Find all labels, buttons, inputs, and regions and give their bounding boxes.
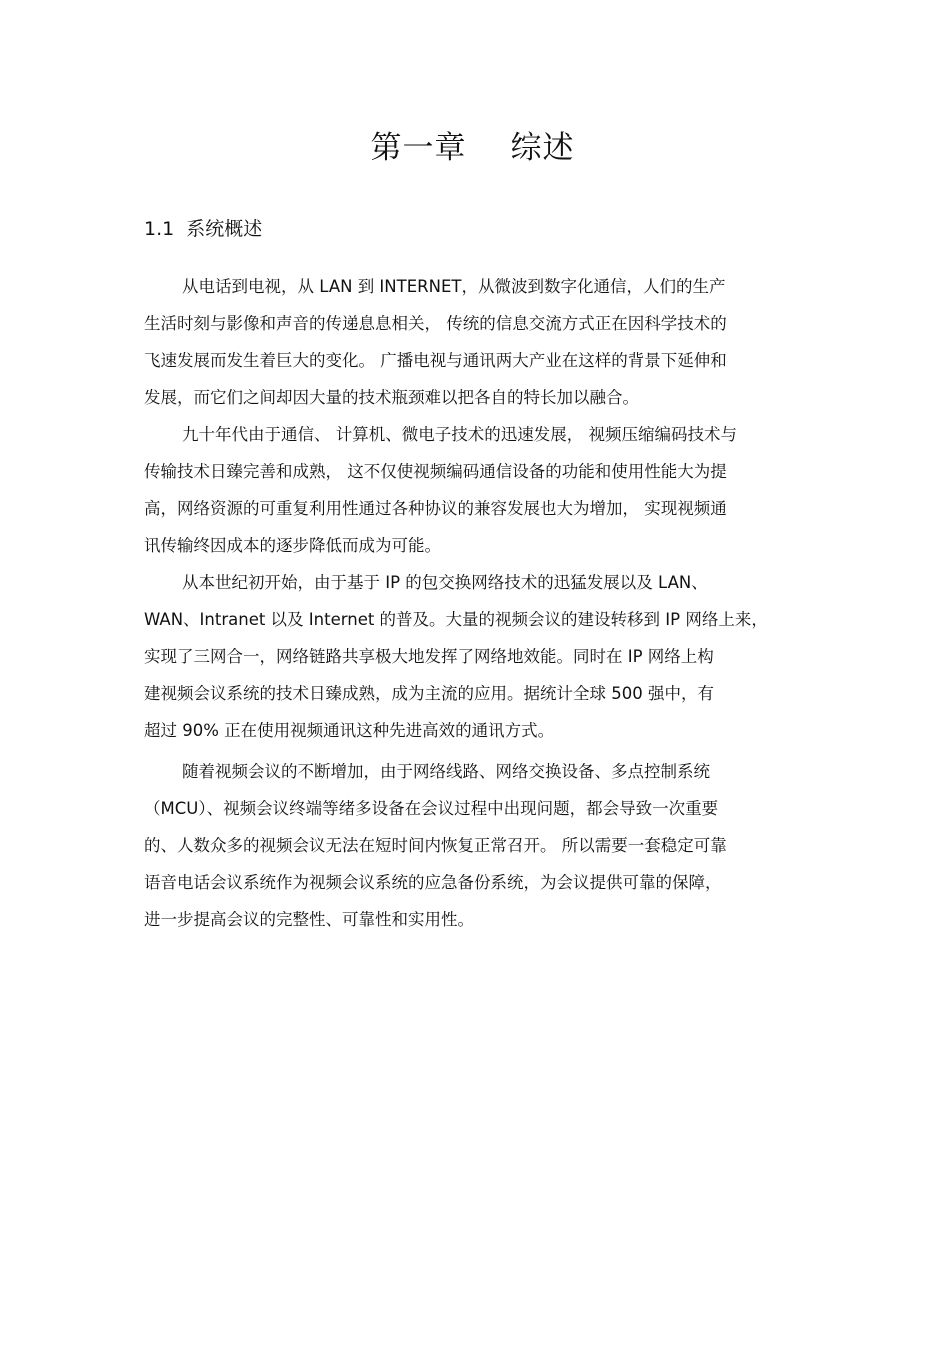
paragraph bbox=[144, 753, 806, 938]
paragraph bbox=[144, 564, 806, 749]
paragraph-line: 高，网络资源的可重复利用性通过各种协议的兼容发展也大为增加， 实现视频通 bbox=[144, 499, 727, 518]
paragraph-line: 九十年代由于通信、 计算机、微电子技术的迅速发展， 视频压缩编码技术与 bbox=[182, 425, 737, 444]
paragraph bbox=[144, 268, 806, 416]
body-text bbox=[144, 268, 806, 938]
section-heading bbox=[144, 214, 262, 244]
section-number: 1.1 bbox=[144, 218, 175, 240]
paragraph-line: 实现了三网合一，网络链路共享极大地发挥了网络地效能。同时在 IP 网络上构 bbox=[144, 647, 714, 666]
paragraph-line: 建视频会议系统的技术日臻成熟，成为主流的应用。据统计全球 500 强中，有 bbox=[144, 684, 714, 703]
paragraph-line: 生活时刻与影像和声音的传递息息相关， 传统的信息交流方式正在因科学技术的 bbox=[144, 314, 727, 333]
paragraph-line: 从电话到电视，从 LAN 到 INTERNET，从微波到数字化通信，人们的生产 bbox=[182, 277, 726, 296]
paragraph-line: 进一步提高会议的完整性、可靠性和实用性。 bbox=[144, 910, 474, 929]
chapter-title-number: 第一章 bbox=[370, 130, 467, 166]
paragraph-line: 的、人数众多的视频会议无法在短时间内恢复正常召开。 所以需要一套稳定可靠 bbox=[144, 836, 727, 855]
paragraph-line: （MCU）、视频会议终端等绪多设备在会议过程中出现问题，都会导致一次重要 bbox=[144, 799, 719, 818]
paragraph-line: 从本世纪初开始，由于基于 IP 的包交换网络技术的迅猛发展以及 LAN、 bbox=[182, 573, 708, 592]
paragraph-line: 飞速发展而发生着巨大的变化。 广播电视与通讯两大产业在这样的背景下延伸和 bbox=[144, 351, 727, 370]
chapter-title bbox=[0, 126, 945, 170]
paragraph-line: 超过 90% 正在使用视频通讯这种先进高效的通讯方式。 bbox=[144, 721, 555, 740]
paragraph-line: 语音电话会议系统作为视频会议系统的应急备份系统，为会议提供可靠的保障， bbox=[144, 873, 722, 892]
paragraph-line: 讯传输终因成本的逐步降低而成为可能。 bbox=[144, 536, 441, 555]
chapter-title-text: 综述 bbox=[510, 130, 575, 166]
paragraph-line: 发展，而它们之间却因大量的技术瓶颈难以把各自的特长加以融合。 bbox=[144, 388, 639, 407]
paragraph-line: 随着视频会议的不断增加，由于网络线路、网络交换设备、多点控制系统 bbox=[182, 762, 710, 781]
paragraph-line: WAN、Intranet 以及 Internet 的普及。大量的视频会议的建设转移到 IP 网络上来， bbox=[144, 610, 768, 629]
paragraph bbox=[144, 416, 806, 564]
section-title: 系统概述 bbox=[186, 218, 263, 240]
paragraph-line: 传输技术日臻完善和成熟， 这不仅使视频编码通信设备的功能和使用性能大为提 bbox=[144, 462, 727, 481]
